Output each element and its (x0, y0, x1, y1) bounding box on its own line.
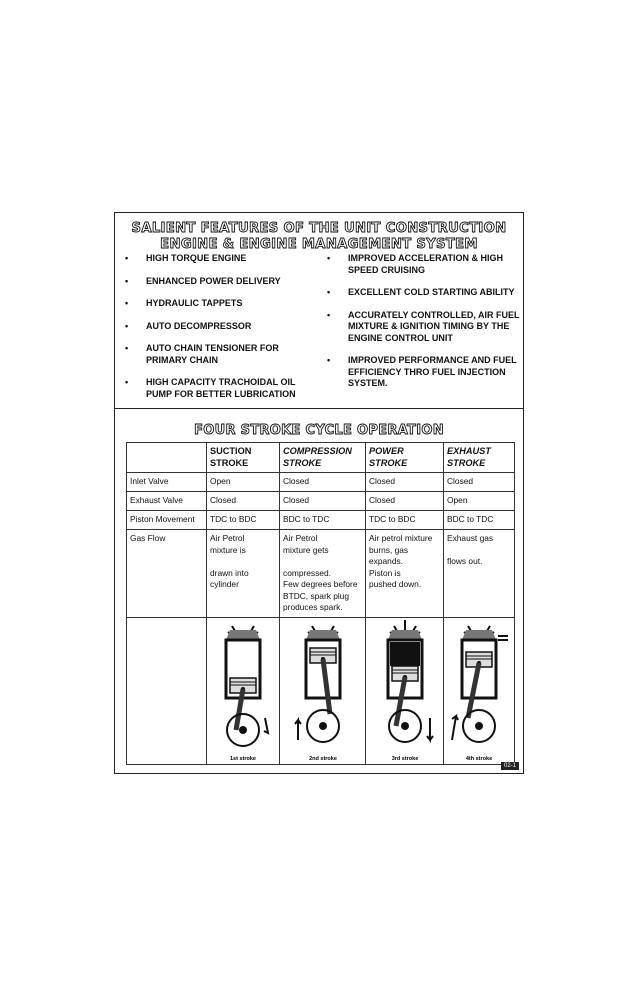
table-row (127, 473, 515, 492)
feature-item: • ENHANCED POWER DELIVERY (125, 275, 281, 286)
features-right-column (325, 253, 520, 401)
row-label: Gas Flow (127, 530, 207, 618)
page-number: 02-1 (501, 762, 519, 770)
suction-stroke-diagram (210, 618, 276, 764)
cycle-title: FOUR STROKE CYCLE OPERATION (194, 423, 444, 438)
stroke-diagram (207, 617, 280, 764)
feature-item: • EXCELLENT COLD STARTING ABILITY (327, 287, 515, 297)
table-cell: Air petrol mixture burns, gas expands. Piston is pushed down. (366, 530, 444, 618)
row-label: Exhaust Valve (127, 492, 207, 511)
feature-item: • IMPROVED PERFORMANCE AND FUEL EFFICIENCY THRO FUEL INJECTION SYSTEM. (327, 355, 517, 388)
table-cell: Closed (444, 473, 515, 492)
header-suction: SUCTION STROKE (207, 443, 280, 473)
features-title-line1: SALIENT FEATURES OF THE UNIT CONSTRUCTION (131, 221, 507, 236)
stroke-diagram (444, 617, 515, 764)
feature-item: • HYDRAULIC TAPPETS (125, 298, 243, 308)
section-divider (115, 408, 523, 409)
feature-item: • AUTO DECOMPRESSOR (125, 320, 252, 331)
header-blank (127, 443, 207, 473)
table-cell: Closed (366, 492, 444, 511)
compression-stroke-diagram (290, 618, 356, 764)
header-power: POWER STROKE (366, 443, 444, 473)
row-label: Inlet Valve (127, 473, 207, 492)
table-cell: Closed (280, 492, 366, 511)
table-cell: Air Petrol mixture gets compressed. Few degrees before BTDC, spark plug produces spark. (280, 530, 366, 618)
table-row (127, 492, 515, 511)
table-cell: Exhaust gas flows out. (444, 530, 515, 618)
table-row-gas-flow (127, 530, 515, 618)
header-compression: COMPRESSION STROKE (280, 443, 366, 473)
feature-item: • HIGH CAPACITY TRACHOIDAL OIL PUMP FOR BETTER LUBRICATION (125, 377, 296, 399)
features-left-column (123, 253, 313, 411)
table-cell: BDC to TDC (280, 511, 366, 530)
table-cell: TDC to BDC (366, 511, 444, 530)
stroke-diagram (280, 617, 366, 764)
table-row-diagrams (127, 617, 515, 764)
feature-item: • IMPROVED ACCELERATION & HIGH SPEED CRUISING (327, 253, 504, 275)
page-frame (114, 212, 524, 774)
feature-item: • AUTO CHAIN TENSIONER FOR PRIMARY CHAIN (125, 343, 279, 365)
four-stroke-table (126, 442, 515, 765)
table-cell: Open (207, 473, 280, 492)
diagram-caption: 2nd stroke (308, 755, 337, 762)
power-stroke-diagram (372, 618, 438, 764)
table-cell: Closed (366, 473, 444, 492)
table-row (127, 511, 515, 530)
table-cell: Closed (207, 492, 280, 511)
feature-item: • HIGH TORQUE ENGINE (125, 253, 247, 263)
diagram-caption: 3rd stroke (391, 755, 418, 762)
diagram-caption: 4th stroke (465, 755, 493, 762)
table-cell: BDC to TDC (444, 511, 515, 530)
stroke-diagram (366, 617, 444, 764)
diagram-caption: 1st stroke (230, 755, 256, 762)
table-cell: TDC to BDC (207, 511, 280, 530)
table-cell: Closed (280, 473, 366, 492)
header-exhaust: EXHAUST STROKE (444, 443, 515, 473)
diagram-blank (127, 617, 207, 764)
row-label: Piston Movement (127, 511, 207, 530)
table-cell: Air Petrol mixture is drawn into cylinder (207, 530, 280, 618)
feature-item: • ACCURATELY CONTROLLED, AIR FUEL MIXTURE & IGNITION TIMING BY THE ENGINE CONTROL UNIT (327, 309, 520, 343)
features-title-line2: ENGINE & ENGINE MANAGEMENT SYSTEM (160, 237, 478, 252)
exhaust-stroke-diagram (446, 618, 512, 764)
table-header-row (127, 443, 515, 473)
table-cell: Open (444, 492, 515, 511)
